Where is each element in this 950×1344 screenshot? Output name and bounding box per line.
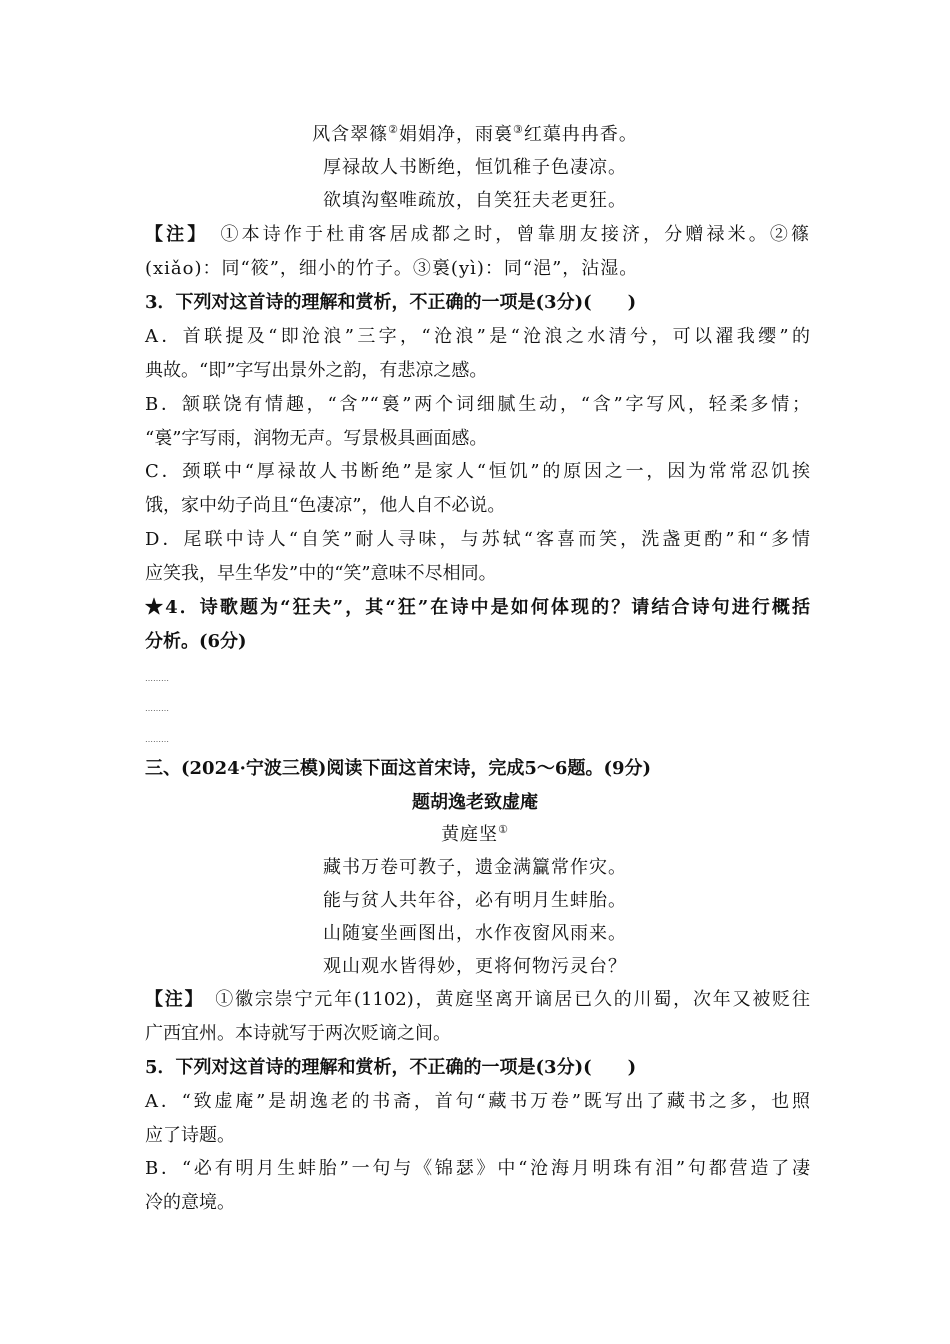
poem2-line-1: 藏书万卷可教子，遗金满籯常作灾。 <box>323 857 627 878</box>
q4-answer-line-3[interactable]: ……… <box>145 735 169 744</box>
q5-option-b-line-1: B．“必有明月生蚌胎”一句与《锦瑟》中“沧海月明珠有泪”句都营造了凄 <box>145 1158 810 1179</box>
q4-stem-line-1: ★4．诗歌题为“狂夫”，其“狂”在诗中是如何体现的？请结合诗句进行概括 <box>145 597 810 618</box>
q3-option-d-line-1: D．尾联中诗人“自笑”耐人寻味，与苏轼“客喜而笑，洗盏更酌”和“多情 <box>145 529 810 550</box>
q3-option-a-line-2: 典故。“即”字写出景外之韵，有悲凉之感。 <box>145 360 488 381</box>
poem1-note-line-2: (xiǎo)：同“筱”，细小的竹子。③裛(yì)：同“浥”，沾湿。 <box>145 258 639 279</box>
q3-option-c-line-1: C．颈联中“厚禄故人书断绝”是家人“恒饥”的原因之一，因为常常忍饥挨 <box>145 461 810 482</box>
poem2-line-2: 能与贫人共年谷，必有明月生蚌胎。 <box>323 890 627 911</box>
poem2-note-line-2: 广西宜州。本诗就写于两次贬谪之间。 <box>145 1023 451 1044</box>
q5-option-b-line-2: 冷的意境。 <box>145 1192 235 1213</box>
poem2-author: 黄庭坚① <box>441 823 509 845</box>
poem1-line-2: 厚禄故人书断绝，恒饥稚子色凄凉。 <box>323 157 627 178</box>
q3-option-c-line-2: 饿，家中幼子尚且“色凄凉”，他人自不必说。 <box>145 495 506 516</box>
poem1-note-line-1: 【注】 ①本诗作于杜甫客居成都之时，曾靠朋友接济，分赠禄米。②篠 <box>145 224 811 245</box>
poem1-line-3: 欲填沟壑唯疏放，自笑狂夫老更狂。 <box>323 190 627 211</box>
q3-stem: 3．下列对这首诗的理解和赏析，不正确的一项是(3分)( ) <box>145 292 637 313</box>
q4-answer-line-1[interactable]: ……… <box>145 674 169 683</box>
q4-stem-line-2: 分析。(6分) <box>145 631 247 652</box>
poem2-note-line-1: 【注】 ①徽宗崇宁元年(1102)，黄庭坚离开谪居已久的川蜀，次年又被贬往 <box>145 989 810 1010</box>
poem2-line-3: 山随宴坐画图出，水作夜窗风雨来。 <box>323 923 627 944</box>
poem2-line-4: 观山观水皆得妙，更将何物污灵台？ <box>323 956 627 977</box>
q5-stem: 5．下列对这首诗的理解和赏析，不正确的一项是(3分)( ) <box>145 1057 637 1078</box>
q3-option-d-line-2: 应笑我，早生华发”中的“笑”意味不尽相同。 <box>145 563 497 584</box>
q4-answer-line-2[interactable]: ……… <box>145 704 169 713</box>
q5-option-a-line-1: A．“致虚庵”是胡逸老的书斋，首句“藏书万卷”既写出了藏书之多，也照 <box>145 1091 810 1112</box>
q3-option-a-line-1: A．首联提及“即沧浪”三字，“沧浪”是“沧浪之水清兮，可以濯我缨”的 <box>145 326 810 347</box>
poem2-title: 题胡逸老致虚庵 <box>412 792 538 813</box>
poem1-line-1: 风含翠篠②娟娟净，雨裛③红蕖冉冉香。 <box>312 123 638 145</box>
q3-option-b-line-2: “裛”字写雨，润物无声。写景极具画面感。 <box>145 428 488 449</box>
q5-option-a-line-2: 应了诗题。 <box>145 1125 235 1146</box>
q3-option-b-line-1: B．颔联饶有情趣，“含”“裛”两个词细腻生动，“含”字写风，轻柔多情； <box>145 394 810 415</box>
section-3-heading: 三、(2024·宁波三模)阅读下面这首宋诗，完成5～6题。(9分) <box>145 758 652 779</box>
